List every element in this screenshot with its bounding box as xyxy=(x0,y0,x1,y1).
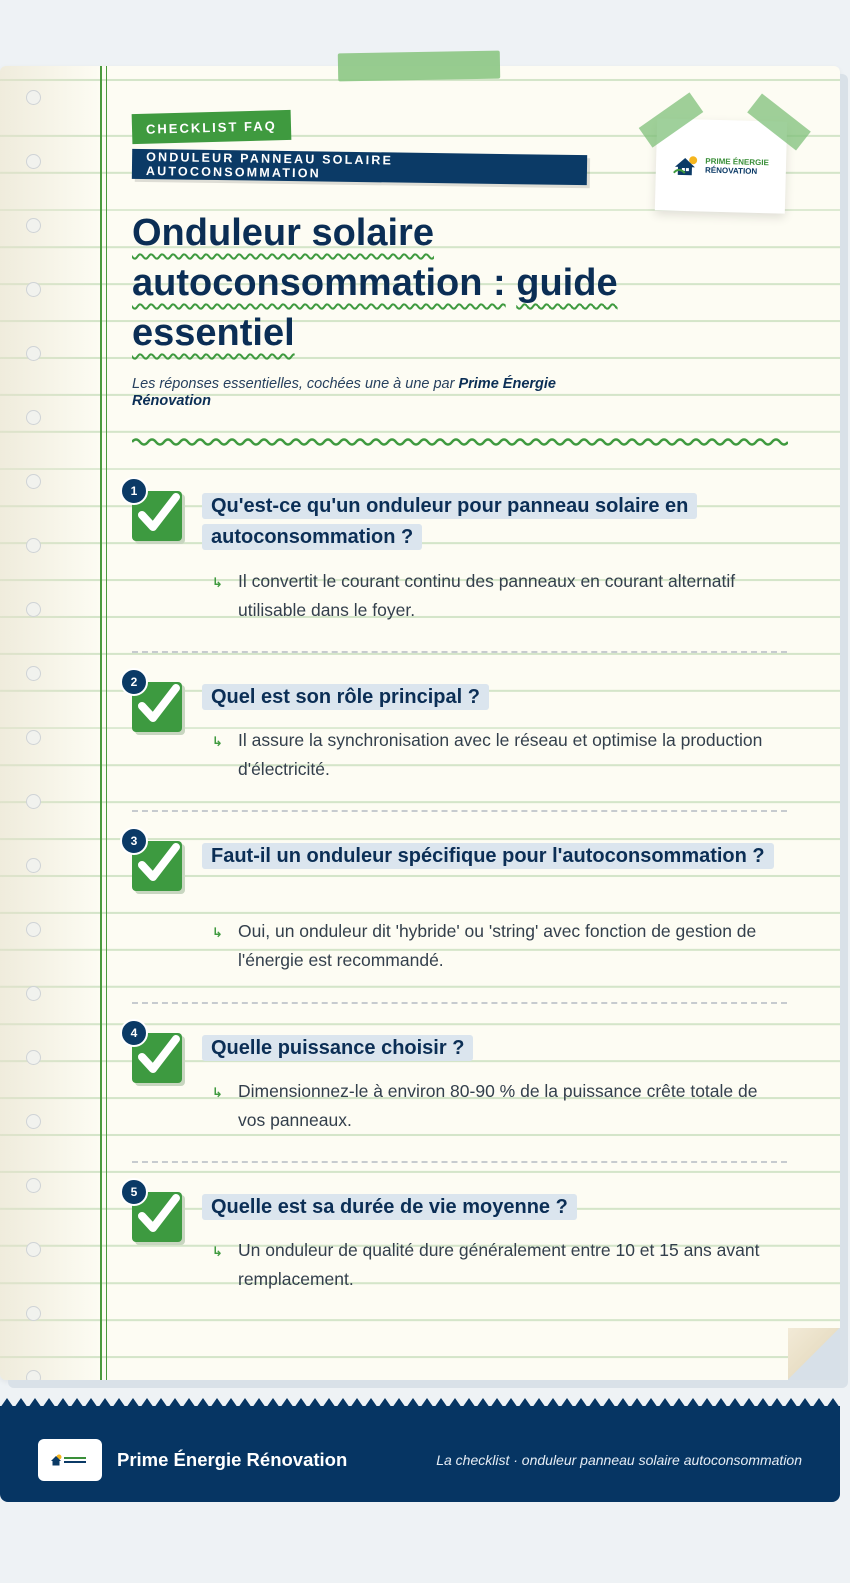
logo-line2: RÉNOVATION xyxy=(704,165,758,176)
binder-hole xyxy=(26,986,41,1001)
page-title xyxy=(132,208,652,358)
corner-arrow-icon: ↳ xyxy=(212,925,223,940)
footer-tagline: La checklist · onduleur panneau solaire autoconsommation xyxy=(436,1452,802,1468)
binder-hole xyxy=(26,474,41,489)
binder-hole xyxy=(26,90,41,105)
binder-hole xyxy=(26,602,41,617)
logo-line1: PRIME ÉNERGIE xyxy=(705,156,770,168)
page-curl xyxy=(788,1328,840,1380)
margin-line xyxy=(100,66,102,1380)
binder-hole xyxy=(26,282,41,297)
question-text: Quel est son rôle principal ? xyxy=(202,684,489,710)
step-number: 4 xyxy=(120,1019,148,1047)
title-part: Onduleur solaire xyxy=(132,212,434,254)
step-number: 5 xyxy=(120,1178,148,1206)
faq-question xyxy=(202,1192,792,1223)
binder-hole xyxy=(26,858,41,873)
binder-hole xyxy=(26,538,41,553)
footer-brand: Prime Énergie Rénovation xyxy=(117,1449,348,1470)
house-sun-icon xyxy=(673,153,702,178)
logo-wordmark xyxy=(705,157,769,177)
corner-arrow-icon: ↳ xyxy=(212,1244,223,1259)
title-part: essentiel xyxy=(132,312,295,354)
binder-hole xyxy=(26,922,41,937)
faq-answer: Il assure la synchronisation avec le réseau et optimise la production d'électricité. xyxy=(238,730,763,779)
dashed-separator xyxy=(132,1002,787,1004)
binder-hole xyxy=(26,1306,41,1321)
dashed-separator xyxy=(132,810,787,812)
page-shade xyxy=(0,66,100,1380)
binder-hole xyxy=(26,410,41,425)
badge-topic: ONDULEUR PANNEAU SOLAIRE AUTOCONSOMMATION xyxy=(132,149,587,185)
house-sun-icon xyxy=(50,1453,90,1467)
binder-hole xyxy=(26,1178,41,1193)
binder-hole xyxy=(26,666,41,681)
question-text: Quelle est sa durée de vie moyenne ? xyxy=(202,1194,577,1220)
binder-hole xyxy=(26,154,41,169)
binder-hole xyxy=(26,1114,41,1129)
step-number: 3 xyxy=(120,827,148,855)
binder-hole xyxy=(26,1370,41,1380)
subtitle-brand: Prime Énergie Rénovation xyxy=(132,376,556,409)
subtitle xyxy=(132,376,602,410)
faq-question xyxy=(202,491,792,553)
faq-answer: Oui, un onduleur dit 'hybride' ou 'string' avec fonction de gestion de l'énergie est recommandé. xyxy=(238,921,757,970)
badge-checklist: CHECKLIST FAQ xyxy=(132,110,291,144)
question-text: Qu'est-ce qu'un onduleur pour panneau solaire en autoconsommation ? xyxy=(202,493,697,550)
tape-strip xyxy=(338,51,500,82)
faq-answer: Il convertit le courant continu des panneaux en courant alternatif utilisable dans le foyer. xyxy=(238,571,736,620)
binder-hole xyxy=(26,218,41,233)
margin-line-secondary xyxy=(106,66,107,1380)
dashed-separator xyxy=(132,1161,787,1163)
faq-answer: Dimensionnez-le à environ 80-90 % de la puissance crête totale de vos panneaux. xyxy=(238,1081,758,1130)
step-number: 1 xyxy=(120,477,148,505)
faq-question xyxy=(202,682,792,713)
wavy-divider xyxy=(132,436,788,448)
step-number: 2 xyxy=(120,668,148,696)
corner-arrow-icon: ↳ xyxy=(212,1085,223,1100)
binder-hole xyxy=(26,1050,41,1065)
footer-logo xyxy=(38,1439,102,1481)
corner-arrow-icon: ↳ xyxy=(212,734,223,749)
binder-hole xyxy=(26,346,41,361)
faq-question xyxy=(202,841,792,872)
subtitle-text: Les réponses essentielles, cochées une à une par xyxy=(132,376,455,392)
binder-hole xyxy=(26,794,41,809)
binder-hole xyxy=(26,1242,41,1257)
corner-arrow-icon: ↳ xyxy=(212,575,223,590)
title-part: guide xyxy=(516,262,618,304)
faq-question xyxy=(202,1033,792,1064)
binder-hole xyxy=(26,730,41,745)
logo-card xyxy=(655,118,787,213)
question-text: Quelle puissance choisir ? xyxy=(202,1035,473,1061)
question-text: Faut-il un onduleur spécifique pour l'autoconsommation ? xyxy=(202,843,774,869)
dashed-separator xyxy=(132,651,787,653)
faq-answer: Un onduleur de qualité dure généralement entre 10 et 15 ans avant remplacement. xyxy=(238,1240,760,1289)
title-part: autoconsommation : xyxy=(132,262,506,304)
